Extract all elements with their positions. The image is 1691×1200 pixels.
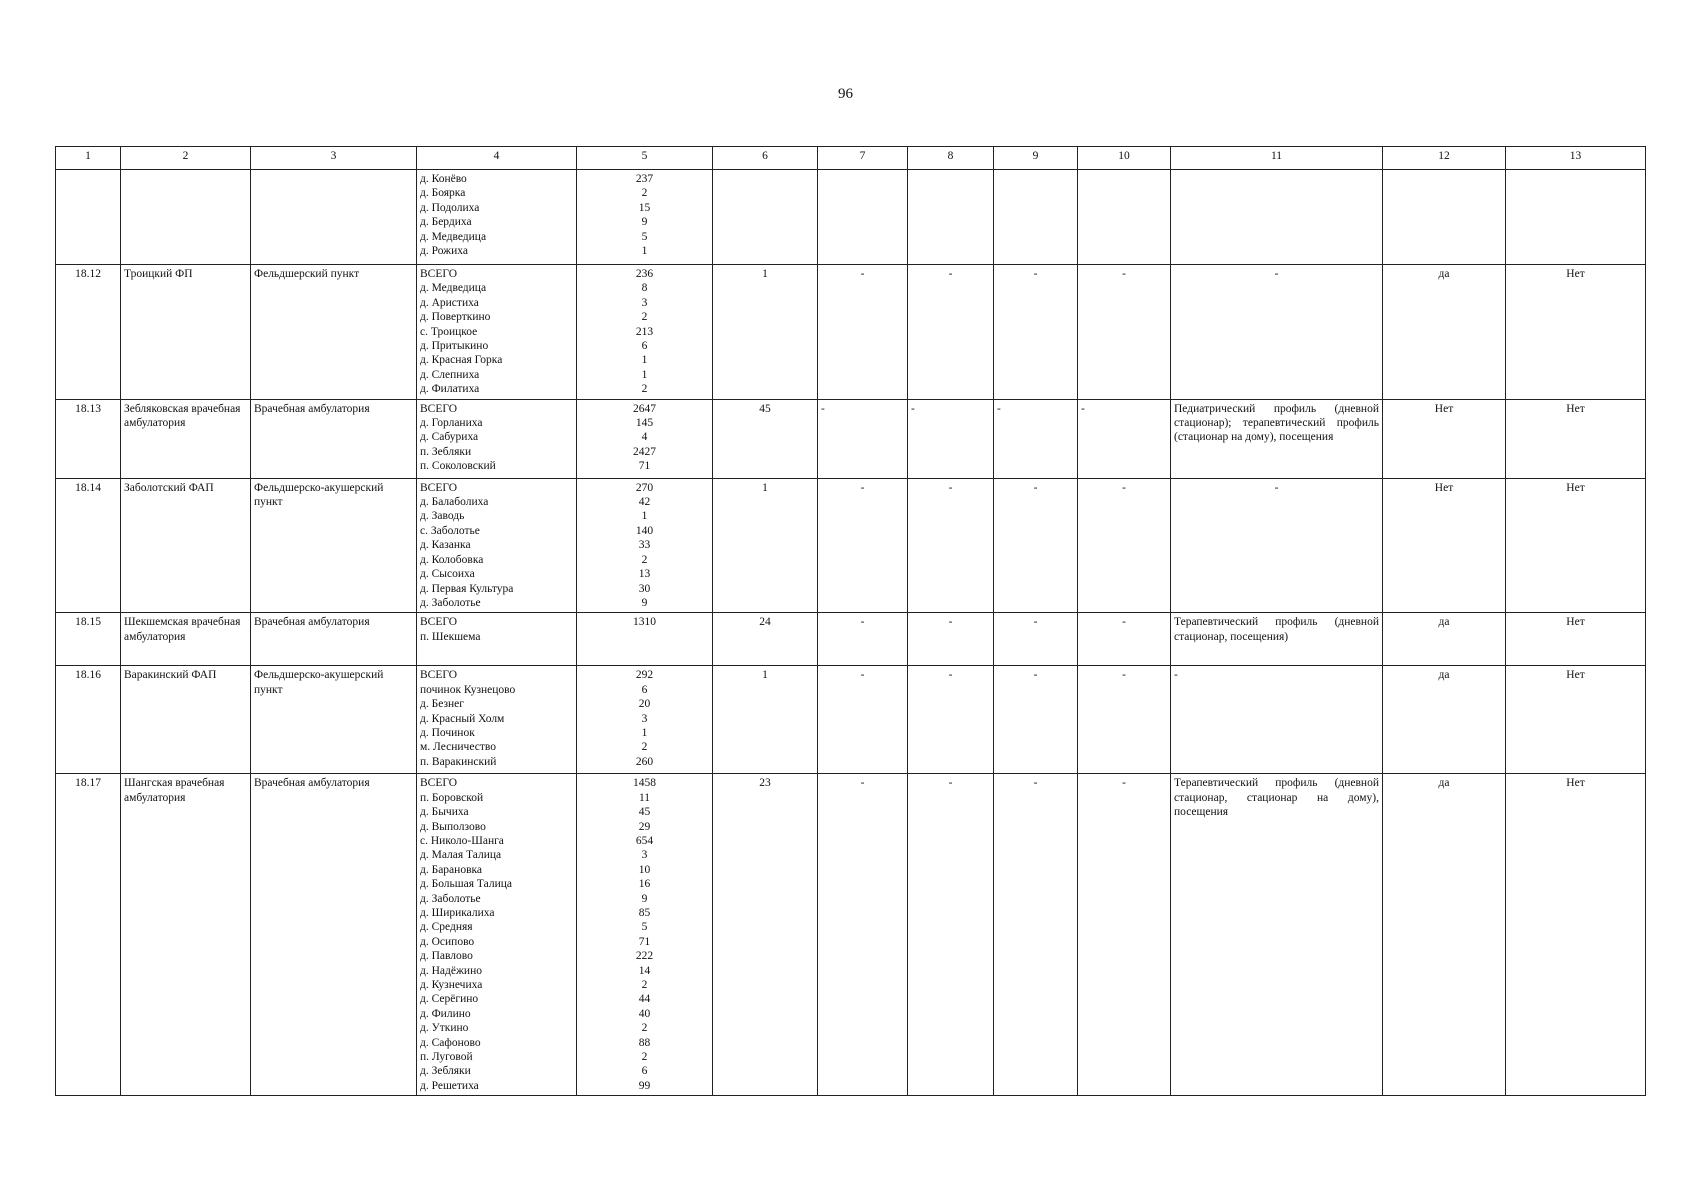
column-header: 6 bbox=[713, 147, 818, 170]
population-value: 11 bbox=[638, 791, 651, 804]
col9-value: - bbox=[994, 666, 1078, 774]
row-number: 18.16 bbox=[56, 666, 121, 774]
place-name: с. Николо-Шанга bbox=[420, 834, 504, 847]
table-row bbox=[56, 170, 1646, 265]
population-cell bbox=[577, 666, 713, 774]
col8-value: - bbox=[908, 774, 994, 1096]
population-value: 1310 bbox=[633, 616, 656, 629]
population-value: 145 bbox=[635, 417, 654, 430]
population-value: 2 bbox=[641, 979, 648, 991]
row-number: 18.15 bbox=[56, 613, 121, 666]
population-value: 16 bbox=[638, 878, 651, 891]
place-name: п. Варакинский bbox=[420, 755, 497, 768]
population-value: 1 bbox=[641, 368, 648, 381]
place-name: м. Лесничество bbox=[420, 741, 496, 754]
population-value: 2 bbox=[641, 1022, 648, 1035]
population-value: 99 bbox=[638, 1079, 651, 1092]
place-name: ВСЕГО bbox=[420, 777, 458, 790]
place-name: д. Заводь bbox=[420, 510, 465, 523]
population-value: 2 bbox=[641, 553, 648, 566]
population-value: 42 bbox=[638, 496, 651, 509]
population-value: 6 bbox=[641, 683, 648, 696]
place-name: п. Боровской bbox=[420, 791, 484, 804]
column-header: 2 bbox=[121, 147, 251, 170]
facility-type: Фельдшерско-акушерский пункт bbox=[251, 666, 417, 774]
col8-value: - bbox=[908, 666, 994, 774]
col10-value bbox=[1078, 170, 1171, 265]
place-name: п. Соколовский bbox=[420, 460, 496, 473]
population-value: 33 bbox=[638, 539, 651, 552]
facilities-table bbox=[55, 146, 1646, 1096]
col6-value: 23 bbox=[713, 774, 818, 1096]
column-header: 7 bbox=[818, 147, 908, 170]
place-name: д. Зебляки bbox=[420, 1065, 471, 1078]
population-value: 9 bbox=[641, 596, 648, 609]
place-name: д. Павлово bbox=[420, 950, 473, 963]
col9-value: - bbox=[994, 774, 1078, 1096]
col12-value: да bbox=[1383, 265, 1506, 400]
col13-value: Нет bbox=[1506, 666, 1646, 774]
population-cell bbox=[577, 613, 713, 666]
places-cell bbox=[417, 265, 577, 400]
col12-value bbox=[1383, 170, 1506, 265]
population-value: 2427 bbox=[633, 445, 656, 458]
col8-value: - bbox=[908, 399, 994, 478]
place-name: д. Заболотье bbox=[420, 892, 481, 905]
col7-value: - bbox=[818, 774, 908, 1096]
col7-value: - bbox=[818, 478, 908, 613]
place-name: д. Сабуриха bbox=[420, 431, 479, 444]
place-name: д. Средняя bbox=[420, 921, 473, 934]
col12-value: да bbox=[1383, 774, 1506, 1096]
column-header: 12 bbox=[1383, 147, 1506, 170]
table-row bbox=[56, 613, 1646, 666]
col7-value: - bbox=[818, 399, 908, 478]
facility-name: Зебляковская врачебная амбулатория bbox=[121, 399, 251, 478]
place-name: д. Рожиха bbox=[420, 245, 468, 258]
facility-type: Врачебная амбулатория bbox=[251, 613, 417, 666]
col10-value: - bbox=[1078, 774, 1171, 1096]
place-name: д. Боярка bbox=[420, 187, 466, 200]
population-value: 1458 bbox=[633, 777, 656, 790]
place-name: д. Малая Талица bbox=[420, 849, 502, 862]
population-value: 1 bbox=[641, 510, 648, 523]
place-name: д. Заболотье bbox=[420, 596, 481, 609]
population-value: 30 bbox=[638, 582, 651, 595]
population-value: 9 bbox=[641, 892, 648, 905]
col9-value: - bbox=[994, 265, 1078, 400]
col7-value bbox=[818, 170, 908, 265]
column-header: 11 bbox=[1171, 147, 1383, 170]
service-profile: Терапевтический профиль (дневной стационар, посещения) bbox=[1171, 613, 1383, 666]
places-cell bbox=[417, 774, 577, 1096]
place-name: д. Бычиха bbox=[420, 806, 469, 819]
place-name: д. Горланиха bbox=[420, 417, 483, 430]
population-value: 71 bbox=[638, 935, 651, 948]
population-value: 15 bbox=[638, 201, 651, 214]
place-name: д. Серёгино bbox=[420, 993, 479, 1006]
population-value: 1 bbox=[641, 245, 648, 258]
places-cell bbox=[417, 478, 577, 613]
col13-value bbox=[1506, 170, 1646, 265]
table-row bbox=[56, 478, 1646, 613]
place-name: д. Кузнечиха bbox=[420, 979, 483, 991]
row-number: 18.12 bbox=[56, 265, 121, 400]
place-name: д. Осипово bbox=[420, 935, 475, 948]
place-name: д. Починок bbox=[420, 726, 475, 739]
places-cell bbox=[417, 399, 577, 478]
row-number: 18.14 bbox=[56, 478, 121, 613]
column-header: 9 bbox=[994, 147, 1078, 170]
column-header: 13 bbox=[1506, 147, 1646, 170]
column-header: 8 bbox=[908, 147, 994, 170]
population-value: 2 bbox=[641, 187, 648, 200]
col6-value bbox=[713, 170, 818, 265]
place-name: ВСЕГО bbox=[420, 669, 458, 682]
population-cell bbox=[577, 170, 713, 265]
population-value: 237 bbox=[635, 173, 654, 185]
service-profile: Терапевтический профиль (дневной стационар, стационар на дому), посещения bbox=[1171, 774, 1383, 1096]
col9-value: - bbox=[994, 399, 1078, 478]
population-value: 2 bbox=[641, 741, 648, 754]
population-value: 9 bbox=[641, 216, 648, 229]
places-cell bbox=[417, 666, 577, 774]
col9-value bbox=[994, 170, 1078, 265]
place-name: д. Большая Талица bbox=[420, 878, 513, 891]
population-value: 5 bbox=[641, 230, 648, 243]
col8-value: - bbox=[908, 613, 994, 666]
facility-type: Врачебная амбулатория bbox=[251, 774, 417, 1096]
population-value: 14 bbox=[638, 964, 651, 977]
col6-value: 1 bbox=[713, 478, 818, 613]
population-value: 6 bbox=[641, 1065, 648, 1078]
place-name: д. Сысоиха bbox=[420, 568, 475, 581]
col10-value: - bbox=[1078, 666, 1171, 774]
col13-value: Нет bbox=[1506, 774, 1646, 1096]
place-name: д. Красная Горка bbox=[420, 354, 503, 367]
place-name: ВСЕГО bbox=[420, 481, 458, 494]
population-value: 6 bbox=[641, 340, 648, 353]
table-row bbox=[56, 774, 1646, 1096]
population-value: 292 bbox=[635, 669, 654, 682]
place-name: д. Выползово bbox=[420, 820, 486, 833]
column-header: 3 bbox=[251, 147, 417, 170]
population-value: 3 bbox=[641, 712, 648, 725]
population-value: 3 bbox=[641, 296, 648, 309]
col12-value: да bbox=[1383, 666, 1506, 774]
column-header: 5 bbox=[577, 147, 713, 170]
place-name: д. Медведица bbox=[420, 230, 487, 243]
place-name: д. Уткино bbox=[420, 1022, 469, 1035]
col13-value: Нет bbox=[1506, 478, 1646, 613]
column-header: 10 bbox=[1078, 147, 1171, 170]
population-value: 85 bbox=[638, 906, 651, 919]
place-name: д. Подолиха bbox=[420, 201, 480, 214]
col9-value: - bbox=[994, 478, 1078, 613]
population-cell bbox=[577, 265, 713, 400]
place-name: с. Заболотье bbox=[420, 524, 480, 537]
facility-type bbox=[251, 170, 417, 265]
place-name: д. Филатиха bbox=[420, 383, 480, 396]
col12-value: Нет bbox=[1383, 399, 1506, 478]
place-name: д. Бердиха bbox=[420, 216, 472, 229]
place-name: п. Шекшема bbox=[420, 630, 481, 643]
col12-value: да bbox=[1383, 613, 1506, 666]
table-row bbox=[56, 265, 1646, 400]
facility-name: Троицкий ФП bbox=[121, 265, 251, 400]
population-value: 260 bbox=[635, 755, 654, 768]
places-cell bbox=[417, 613, 577, 666]
population-value: 29 bbox=[638, 820, 651, 833]
facility-type: Фельдшерский пункт bbox=[251, 265, 417, 400]
population-value: 213 bbox=[635, 325, 654, 338]
population-value: 236 bbox=[635, 268, 654, 280]
population-value: 2647 bbox=[633, 402, 656, 415]
population-value: 2 bbox=[641, 311, 648, 324]
place-name: д. Конёво bbox=[420, 173, 467, 185]
col10-value: - bbox=[1078, 265, 1171, 400]
population-value: 654 bbox=[635, 834, 654, 847]
place-name: с. Троицкое bbox=[420, 325, 478, 338]
col10-value: - bbox=[1078, 613, 1171, 666]
places-cell bbox=[417, 170, 577, 265]
col7-value: - bbox=[818, 666, 908, 774]
column-header: 4 bbox=[417, 147, 577, 170]
col8-value bbox=[908, 170, 994, 265]
population-value: 140 bbox=[635, 524, 654, 537]
place-name: д. Колобовка bbox=[420, 553, 484, 566]
place-name: д. Ширикалиха bbox=[420, 906, 495, 919]
col10-value: - bbox=[1078, 478, 1171, 613]
col8-value: - bbox=[908, 478, 994, 613]
place-name: п. Луговой bbox=[420, 1051, 473, 1064]
place-name: д. Барановка bbox=[420, 863, 483, 876]
col13-value: Нет bbox=[1506, 613, 1646, 666]
place-name: д. Слепниха bbox=[420, 368, 480, 381]
population-value: 1 bbox=[641, 354, 648, 367]
col6-value: 45 bbox=[713, 399, 818, 478]
col7-value: - bbox=[818, 265, 908, 400]
population-value: 13 bbox=[638, 568, 651, 581]
place-name: ВСЕГО bbox=[420, 616, 458, 629]
col10-value: - bbox=[1078, 399, 1171, 478]
table-row bbox=[56, 666, 1646, 774]
place-name: д. Филино bbox=[420, 1007, 471, 1020]
column-header: 1 bbox=[56, 147, 121, 170]
population-value: 10 bbox=[638, 863, 651, 876]
service-profile: - bbox=[1171, 265, 1383, 400]
population-value: 88 bbox=[638, 1036, 651, 1049]
population-value: 2 bbox=[641, 383, 648, 396]
col6-value: 1 bbox=[713, 666, 818, 774]
population-cell bbox=[577, 399, 713, 478]
column-number-row bbox=[56, 147, 1646, 170]
population-value: 71 bbox=[638, 460, 651, 473]
place-name: д. Поверткино bbox=[420, 311, 491, 324]
population-value: 270 bbox=[635, 481, 654, 494]
population-value: 1 bbox=[641, 726, 648, 739]
place-name: ВСЕГО bbox=[420, 402, 458, 415]
place-name: д. Сафоново bbox=[420, 1036, 481, 1049]
place-name: д. Казанка bbox=[420, 539, 471, 552]
facility-name: Шангская врачебная амбулатория bbox=[121, 774, 251, 1096]
place-name: д. Надёжино bbox=[420, 964, 482, 977]
facility-name bbox=[121, 170, 251, 265]
service-profile: - bbox=[1171, 666, 1383, 774]
population-value: 222 bbox=[635, 950, 654, 963]
place-name: д. Безнег bbox=[420, 698, 464, 711]
row-number: 18.13 bbox=[56, 399, 121, 478]
place-name: д. Балаболиха bbox=[420, 496, 489, 509]
col9-value: - bbox=[994, 613, 1078, 666]
place-name: д. Аристиха bbox=[420, 296, 479, 309]
population-value: 8 bbox=[641, 282, 648, 295]
service-profile: - bbox=[1171, 478, 1383, 613]
facility-type: Фельдшерско-акушерский пункт bbox=[251, 478, 417, 613]
place-name: д. Красный Холм bbox=[420, 712, 505, 725]
population-value: 20 bbox=[638, 698, 651, 711]
place-name: д. Медведица bbox=[420, 282, 487, 295]
place-name: ВСЕГО bbox=[420, 268, 458, 280]
place-name: д. Притыкино bbox=[420, 340, 489, 353]
row-number: 18.17 bbox=[56, 774, 121, 1096]
col13-value: Нет bbox=[1506, 399, 1646, 478]
page-number: 96 bbox=[838, 86, 853, 102]
population-cell bbox=[577, 774, 713, 1096]
col6-value: 24 bbox=[713, 613, 818, 666]
col13-value: Нет bbox=[1506, 265, 1646, 400]
place-name: починок Кузнецово bbox=[420, 683, 516, 696]
population-value: 40 bbox=[638, 1007, 651, 1020]
place-name: п. Зебляки bbox=[420, 445, 472, 458]
population-value: 2 bbox=[641, 1051, 648, 1064]
population-cell bbox=[577, 478, 713, 613]
facility-type: Врачебная амбулатория bbox=[251, 399, 417, 478]
facility-name: Шекшемская врачебная амбулатория bbox=[121, 613, 251, 666]
col12-value: Нет bbox=[1383, 478, 1506, 613]
population-value: 44 bbox=[638, 993, 651, 1006]
population-value: 45 bbox=[638, 806, 651, 819]
col8-value: - bbox=[908, 265, 994, 400]
row-number bbox=[56, 170, 121, 265]
population-value: 5 bbox=[641, 921, 648, 934]
place-name: д. Решетиха bbox=[420, 1079, 479, 1092]
population-value: 4 bbox=[641, 431, 648, 444]
facility-name: Варакинский ФАП bbox=[121, 666, 251, 774]
table-row bbox=[56, 399, 1646, 478]
facility-name: Заболотский ФАП bbox=[121, 478, 251, 613]
population-value: 3 bbox=[641, 849, 648, 862]
col6-value: 1 bbox=[713, 265, 818, 400]
table-body bbox=[56, 170, 1646, 1096]
service-profile bbox=[1171, 170, 1383, 265]
place-name: д. Первая Культура bbox=[420, 582, 514, 595]
col7-value: - bbox=[818, 613, 908, 666]
service-profile: Педиатрический профиль (дневной стационар); терапевтический профиль (стационар на дому), посещения bbox=[1171, 399, 1383, 478]
